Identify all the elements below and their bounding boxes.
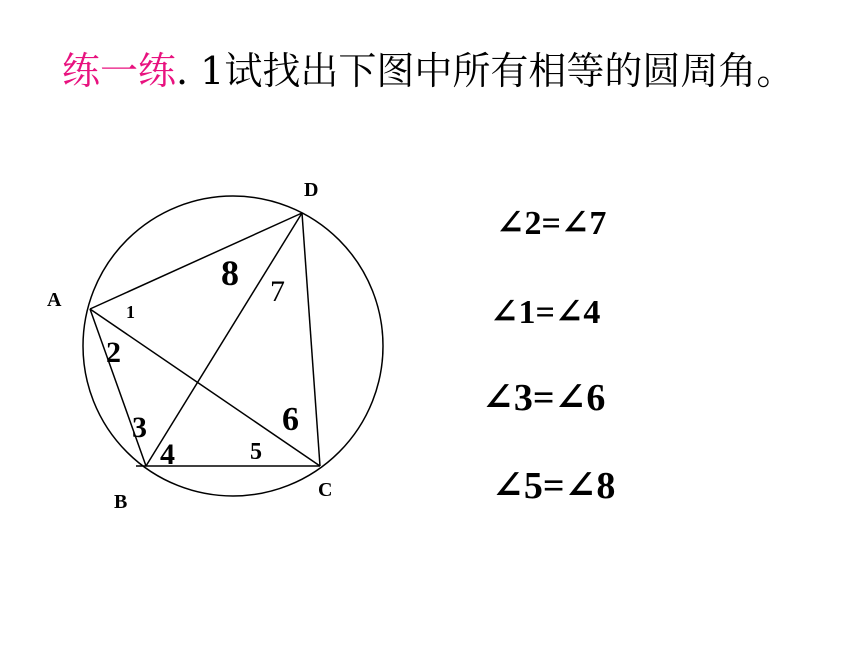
- angle-label-4: 4: [160, 438, 175, 471]
- angle-label-2: 2: [106, 336, 121, 369]
- angle-label-6: 6: [282, 401, 299, 438]
- angle-label-8: 8: [221, 253, 239, 293]
- angle-label-5: 5: [250, 439, 262, 465]
- segment-DC: [302, 213, 320, 466]
- title-text: . 1试找出下图中所有相等的圆周角。: [176, 49, 795, 93]
- title-highlight: 练一练: [62, 49, 177, 93]
- equality-5-8: ∠5=∠8: [492, 465, 616, 507]
- equality-2-7: ∠2=∠7: [496, 205, 607, 242]
- equality-1-4: ∠1=∠4: [490, 294, 601, 331]
- angle-label-1: 1: [126, 302, 135, 322]
- vertex-label-C: C: [318, 479, 333, 501]
- vertex-label-B: B: [114, 491, 128, 513]
- vertex-label-D: D: [304, 179, 319, 201]
- diagonal-AC: [90, 309, 320, 466]
- equality-3-6: ∠3=∠6: [482, 377, 606, 419]
- angle-label-3: 3: [132, 411, 147, 444]
- angle-label-7: 7: [270, 275, 285, 308]
- circumcircle: [83, 196, 383, 496]
- vertex-label-A: A: [47, 289, 62, 311]
- diagonal-BD: [146, 213, 302, 466]
